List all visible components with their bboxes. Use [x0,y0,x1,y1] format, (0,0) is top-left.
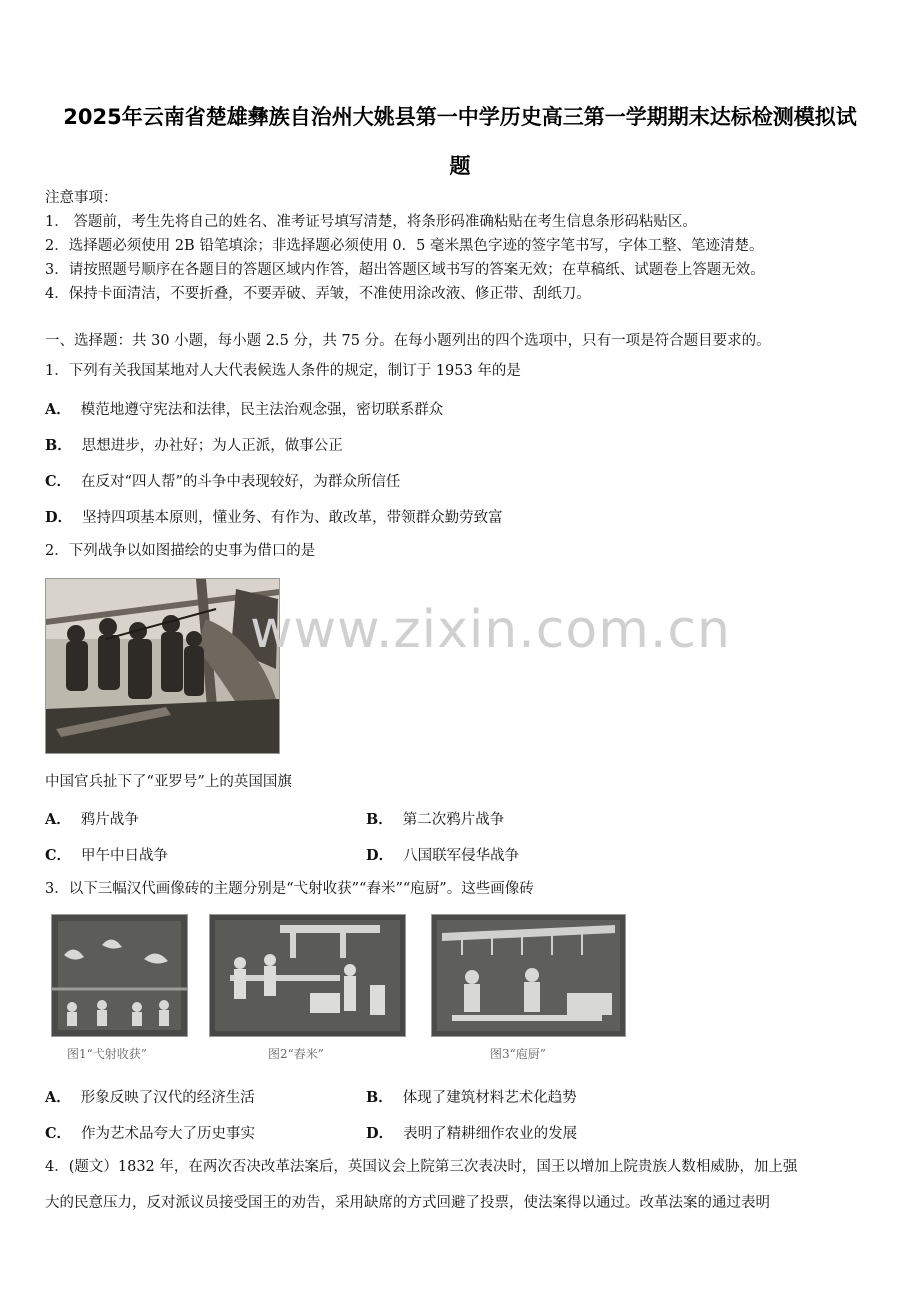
q1-option-b: B． 思想进步，办社好；为人正派，做事公正 [45,437,343,454]
section-heading: 一、选择题：共 30 小题，每小题 2.5 分，共 75 分。在每小题列出的四个选项中，只有一项是符合题目要求的。 [45,333,771,349]
q2-engraving-image [45,578,280,754]
q3-stem: 3．以下三幅汉代画像砖的主题分别是“弋射收获”“舂米”“庖厨”。这些画像砖 [45,881,534,897]
q2-option-c: C． 甲午中日战争 [45,847,169,864]
q3-option-a: A． 形象反映了汉代的经济生活 [45,1089,255,1106]
exam-title-line2: 题 [449,154,471,178]
q2-option-b: B． 第二次鸦片战争 [366,811,505,828]
q3-figure-2-caption: 图2“舂米” [268,1047,324,1061]
q3-figure-3-caption: 图3“庖厨” [490,1047,546,1061]
q1-option-c: C． 在反对“四人帮”的斗争中表现较好，为群众所信任 [45,473,401,490]
notice-item-4: 4．保持卡面清洁，不要折叠，不要弄破、弄皱，不准使用涂改液、修正带、刮纸刀。 [45,286,591,302]
q4-stem-line1: 4．(题文）1832 年，在两次否决改革法案后，英国议会上院第三次表决时，国王以增加上院贵族人数相威胁，加上强 [45,1159,798,1175]
q3-figure-1-caption: 图1“弋射收获” [67,1047,147,1061]
q1-stem: 1．下列有关我国某地对人大代表候选人条件的规定，制订于 1953 年的是 [45,363,521,379]
q3-brick-image-3 [431,914,626,1037]
exam-title-line1: 2025年云南省楚雄彝族自治州大姚县第一中学历史高三第一学期期末达标检测模拟试 [63,105,857,129]
notice-item-1: 1． 答题前，考生先将自己的姓名、准考证号填写清楚，将条形码准确粘贴在考生信息条形码粘贴区。 [45,214,697,230]
notice-item-2: 2．选择题必须使用 2B 铅笔填涂；非选择题必须使用 0．5 毫米黑色字迹的签字笔书写，字体工整、笔迹清楚。 [45,238,764,254]
q2-option-a: A． 鸦片战争 [45,811,139,828]
q3-option-c: C． 作为艺术品夸大了历史事实 [45,1125,256,1142]
q4-stem-line2: 大的民意压力，反对派议员接受国王的劝告，采用缺席的方式回避了投票，使法案得以通过。改革法案的通过表明 [45,1195,770,1211]
q1-option-a: A． 模范地遵守宪法和法律，民主法治观念强，密切联系群众 [45,401,444,418]
notice-item-3: 3．请按照题号顺序在各题目的答题区域内作答，超出答题区域书写的答案无效；在草稿纸、试题卷上答题无效。 [45,262,765,278]
watermark-text: www.zixin.com.cn [250,600,731,660]
q2-option-d: D． 八国联军侵华战争 [366,847,520,864]
notice-heading: 注意事项： [45,190,118,206]
q1-option-d: D． 坚持四项基本原则，懂业务、有作为、敢改革，带领群众勤劳致富 [45,509,503,526]
q3-brick-image-2 [209,914,406,1037]
q3-option-d: D． 表明了精耕细作农业的发展 [366,1125,578,1142]
q3-brick-image-1 [51,914,188,1037]
q3-option-b: B． 体现了建筑材料艺术化趋势 [366,1089,577,1106]
q2-stem: 2．下列战争以如图描绘的史事为借口的是 [45,543,316,559]
q2-image-caption: 中国官兵扯下了“亚罗号”上的英国国旗 [45,774,292,790]
